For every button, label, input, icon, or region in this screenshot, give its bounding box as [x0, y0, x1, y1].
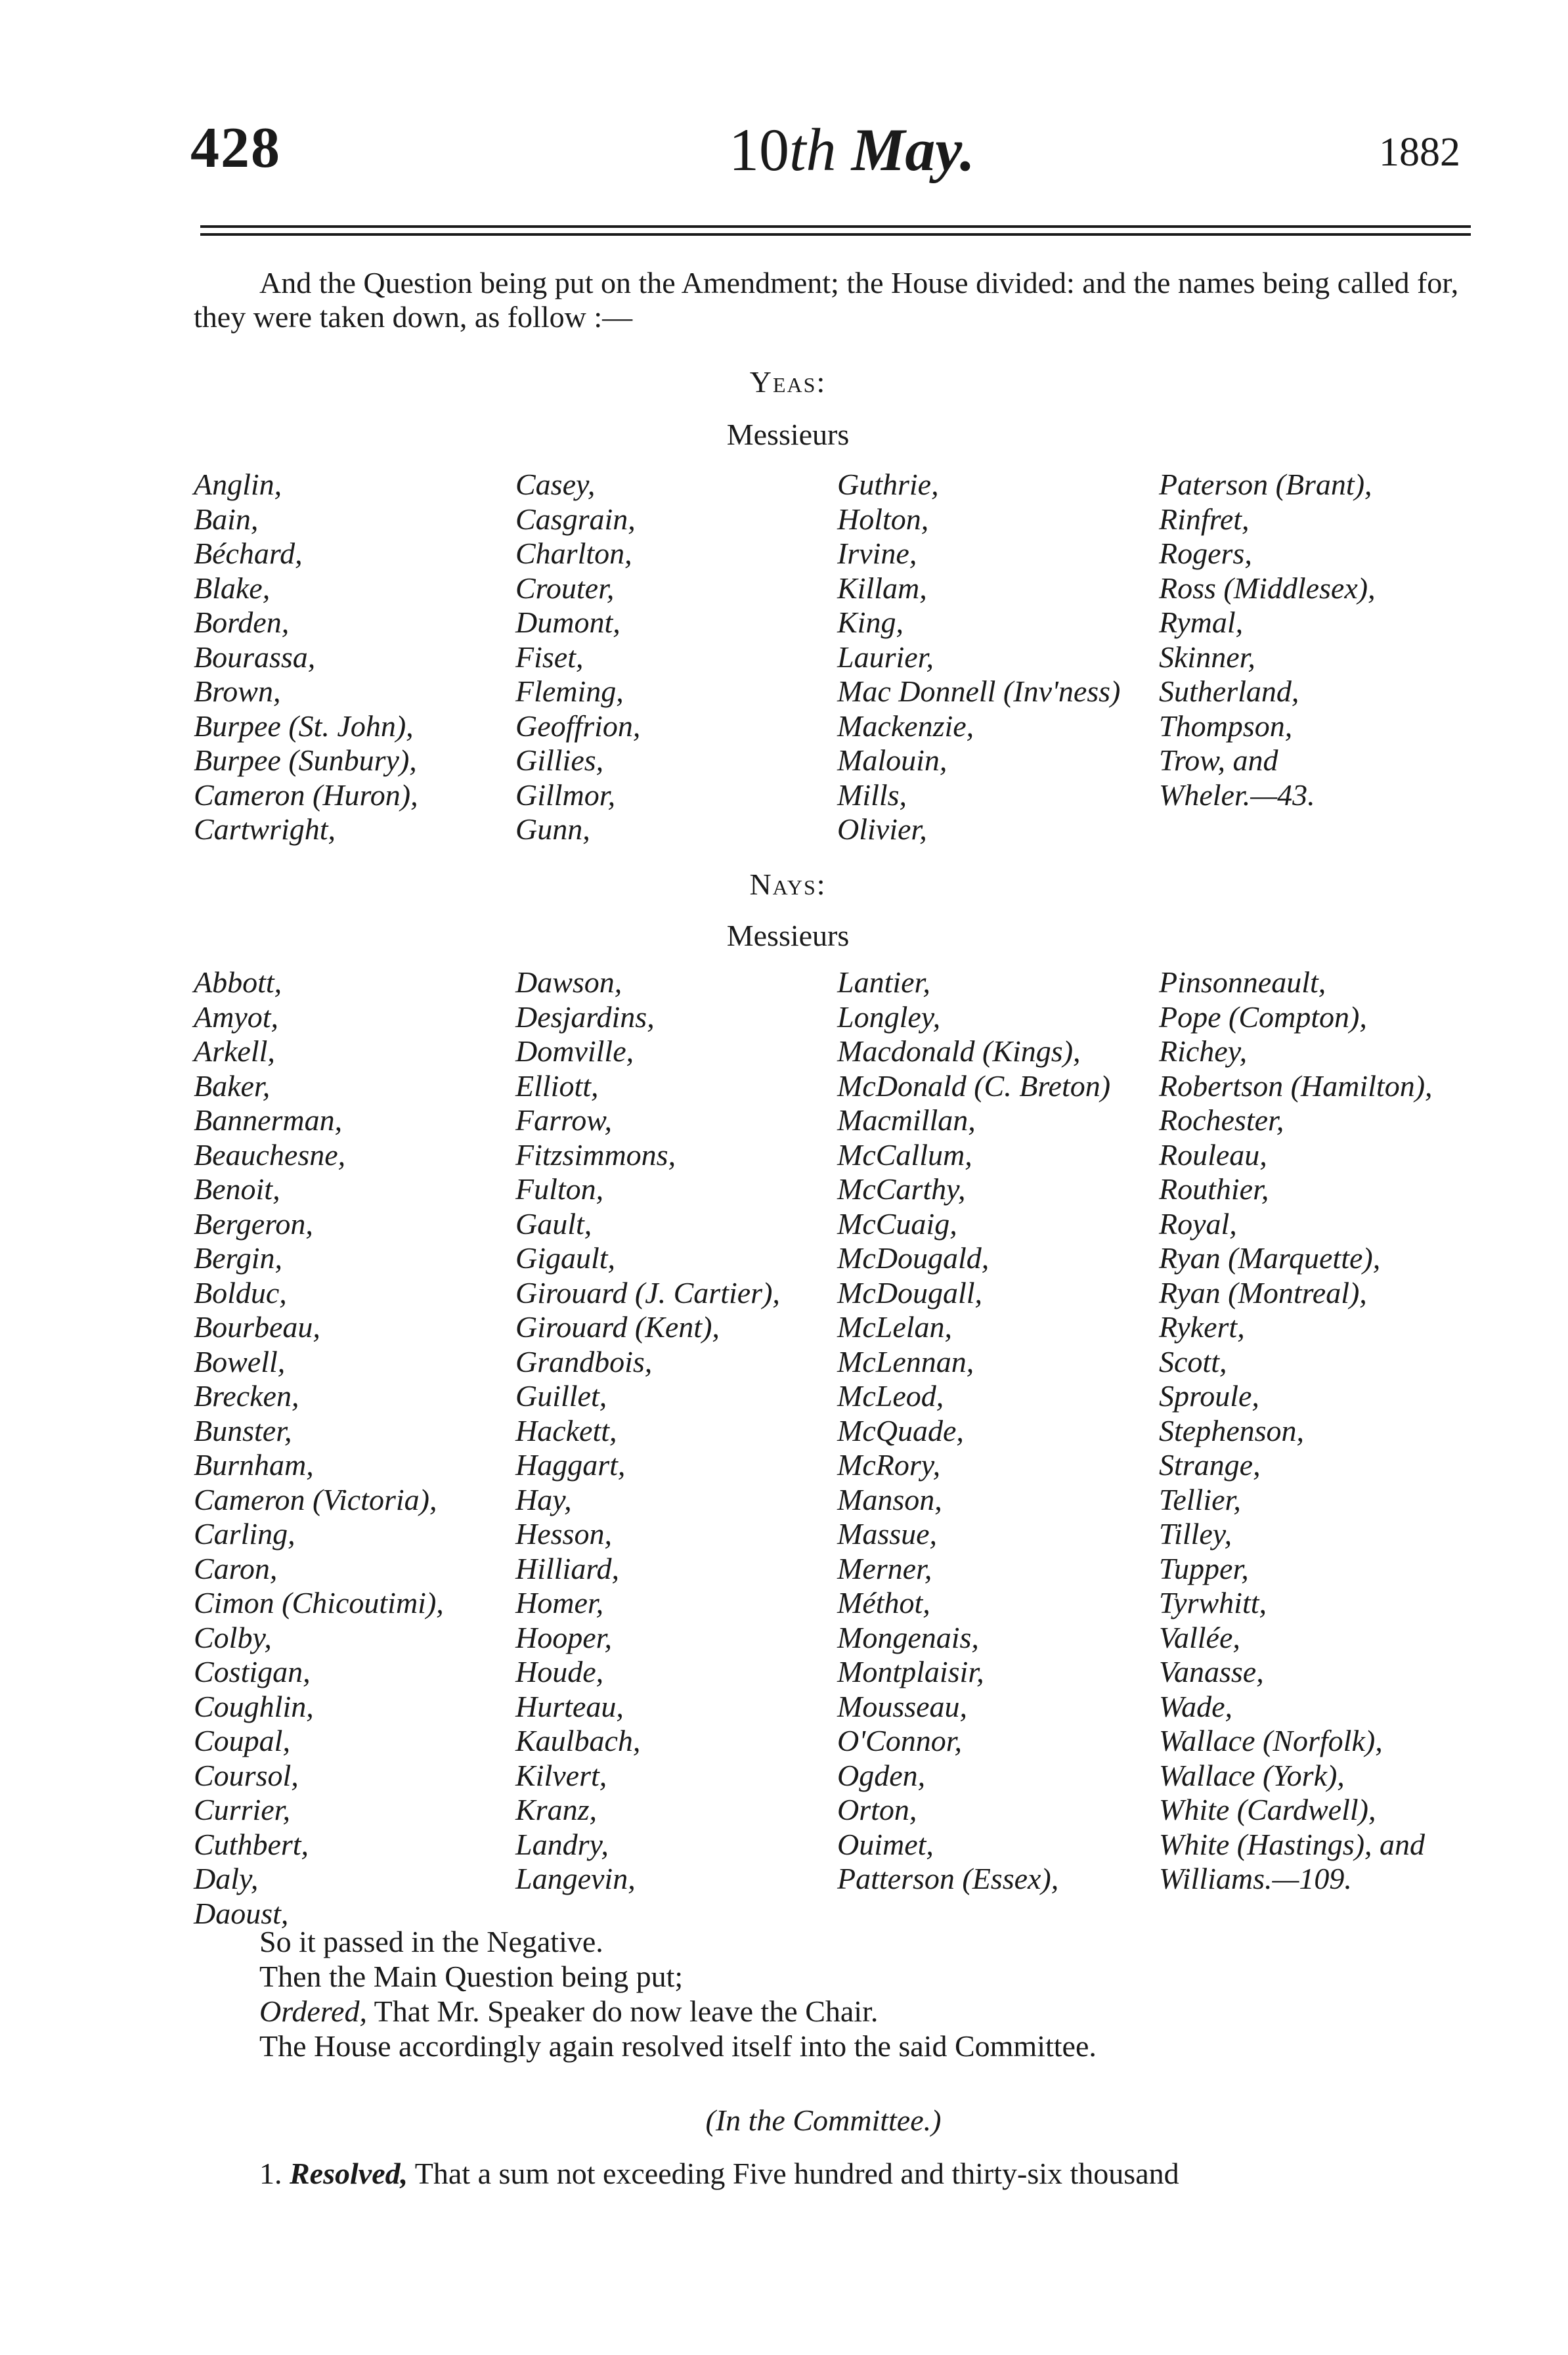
nays-member-name: Sproule,	[1159, 1379, 1259, 1413]
yeas-member-name: Fiset,	[515, 640, 584, 674]
yeas-member-name: Geoffrion,	[515, 709, 641, 743]
nays-member-name: McLelan,	[837, 1310, 953, 1344]
nays-member-name: Hilliard,	[515, 1551, 620, 1585]
date-month: May.	[851, 116, 975, 183]
nays-member-name: Kilvert,	[515, 1758, 607, 1792]
yeas-member-name: Burpee (Sunbury),	[194, 743, 417, 777]
nays-member-name: Rochester,	[1159, 1103, 1284, 1137]
nays-heading: Nays:	[749, 868, 827, 901]
nays-member-name: McDougald,	[837, 1241, 990, 1275]
yeas-column-4	[1159, 468, 1376, 812]
nays-member-name: Desjardins,	[515, 1000, 655, 1034]
nays-member-name: Coughlin,	[194, 1689, 314, 1723]
nays-column-3	[837, 965, 1110, 1897]
nays-member-name: Girouard (Kent),	[515, 1310, 720, 1344]
nays-member-name: Lantier,	[837, 965, 930, 999]
nays-member-name: Hesson,	[515, 1517, 612, 1551]
nays-member-name: Landry,	[515, 1827, 609, 1861]
yeas-member-name: Mills,	[837, 778, 907, 812]
yeas-member-name: Cameron (Huron),	[194, 778, 418, 812]
nays-member-name: Fitzsimmons,	[515, 1137, 676, 1172]
nays-member-name: Homer,	[515, 1586, 604, 1619]
ordered-line	[259, 1994, 878, 2029]
resolution-number: 1.	[259, 2157, 282, 2190]
nays-member-name: Ryan (Montreal),	[1159, 1275, 1367, 1310]
nays-member-name: Ogden,	[837, 1758, 926, 1792]
yeas-member-name: Cartwright,	[194, 812, 336, 846]
nays-member-name: Colby,	[194, 1620, 272, 1654]
resolved-house-line: The House accordingly again resolved itself into the said Committee.	[259, 2029, 1097, 2063]
nays-member-name: Hay,	[515, 1482, 572, 1516]
page-year: 1882	[1379, 130, 1460, 175]
nays-member-name: Houde,	[515, 1655, 604, 1688]
yeas-subheading: Messieurs	[726, 418, 850, 451]
nays-member-name: White (Hastings), and	[1159, 1827, 1426, 1861]
yeas-member-name: Sutherland,	[1159, 674, 1299, 708]
nays-member-name: Cimon (Chicoutimi),	[194, 1586, 444, 1619]
nays-member-name: Pinsonneault,	[1159, 965, 1326, 999]
nays-member-name: Abbott,	[194, 965, 282, 999]
yeas-member-name: Gillmor,	[515, 778, 616, 812]
nays-member-name: Baker,	[194, 1068, 271, 1103]
nays-member-name: Massue,	[837, 1517, 938, 1551]
nays-member-name: Hackett,	[515, 1413, 617, 1447]
nays-member-name: McLeod,	[837, 1379, 944, 1413]
nays-member-name: Strange,	[1159, 1448, 1261, 1482]
nays-member-name: Kranz,	[515, 1793, 597, 1826]
nays-member-name: Bourbeau,	[194, 1310, 320, 1344]
nays-member-name: Richey,	[1159, 1034, 1248, 1068]
yeas-member-name: Anglin,	[194, 468, 282, 501]
nays-member-name: Scott,	[1159, 1344, 1227, 1378]
yeas-member-name: Gunn,	[515, 812, 590, 846]
nays-member-name: Burnham,	[194, 1448, 314, 1482]
nays-member-name: Wallace (York),	[1159, 1758, 1345, 1792]
yeas-member-name: Crouter,	[515, 571, 615, 605]
nays-member-name: McDonald (C. Breton)	[837, 1068, 1111, 1103]
yeas-member-name: Trow, and	[1159, 743, 1278, 777]
nays-member-name: McRory,	[837, 1448, 941, 1482]
page-date	[729, 115, 975, 185]
yeas-member-name: Brown,	[194, 674, 281, 708]
nays-member-name: Arkell,	[194, 1034, 275, 1068]
nays-member-name: Kaulbach,	[515, 1724, 641, 1757]
yeas-column-2	[515, 468, 640, 847]
yeas-member-name: Olivier,	[837, 812, 927, 846]
nays-member-name: Tilley,	[1159, 1517, 1232, 1551]
nays-member-name: Daly,	[194, 1862, 259, 1895]
nays-member-name: Tellier,	[1159, 1482, 1241, 1516]
nays-member-name: Cameron (Victoria),	[194, 1482, 437, 1516]
nays-member-name: Girouard (J. Cartier),	[515, 1275, 780, 1310]
nays-member-name: Beauchesne,	[194, 1137, 346, 1172]
nays-member-name: Bunster,	[194, 1413, 292, 1447]
yeas-member-name: Borden,	[194, 605, 290, 639]
date-day: 10	[729, 116, 789, 183]
resolved-label: Resolved,	[290, 2157, 408, 2190]
nays-member-name: Costigan,	[194, 1655, 311, 1688]
yeas-member-name: Casey,	[515, 468, 596, 501]
nays-member-name: McDougall,	[837, 1275, 983, 1310]
nays-member-name: Wallace (Norfolk),	[1159, 1724, 1383, 1757]
nays-member-name: Tyrwhitt,	[1159, 1586, 1267, 1619]
nays-member-name: Hooper,	[515, 1620, 612, 1654]
nays-member-name: Grandbois,	[515, 1344, 653, 1378]
nays-member-name: Carling,	[194, 1517, 295, 1551]
yeas-member-name: Charlton,	[515, 537, 632, 570]
nays-member-name: Coupal,	[194, 1724, 290, 1757]
yeas-member-name: Skinner,	[1159, 640, 1255, 674]
yeas-member-name: Thompson,	[1159, 709, 1293, 743]
yeas-heading: Yeas:	[749, 365, 827, 399]
nays-member-name: Fulton,	[515, 1172, 604, 1206]
yeas-member-name: Holton,	[837, 502, 929, 536]
yeas-member-name: Bain,	[194, 502, 259, 536]
yeas-member-name: Mackenzie,	[837, 709, 974, 743]
main-question-line: Then the Main Question being put;	[259, 1960, 684, 1993]
ordered-text: That Mr. Speaker do now leave the Chair.	[366, 1994, 879, 2028]
resolution-line	[259, 2156, 1179, 2191]
nays-member-name: Haggart,	[515, 1448, 626, 1482]
yeas-column-3	[837, 468, 1120, 847]
nays-member-name: Gault,	[515, 1206, 592, 1241]
yeas-member-name: Laurier,	[837, 640, 934, 674]
nays-member-name: Vallée,	[1159, 1620, 1240, 1654]
yeas-member-name: Dumont,	[515, 605, 621, 639]
yeas-member-name: Irvine,	[837, 537, 917, 570]
nays-member-name: Ryan (Marquette),	[1159, 1241, 1381, 1275]
date-ordinal: th	[789, 116, 837, 183]
yeas-member-name: Gillies,	[515, 743, 604, 777]
nays-member-name: Royal,	[1159, 1206, 1237, 1241]
nays-member-name: Bergeron,	[194, 1206, 313, 1241]
yeas-member-name: Ross (Middlesex),	[1159, 571, 1376, 605]
yeas-member-name: Mac Donnell (Inv'ness)	[837, 674, 1121, 708]
header-rule-bottom	[200, 233, 1471, 236]
nays-member-name: Daoust,	[194, 1896, 289, 1930]
nays-member-name: Pope (Compton),	[1159, 1000, 1367, 1034]
nays-member-name: Hurteau,	[515, 1689, 624, 1723]
nays-member-name: Patterson (Essex),	[837, 1862, 1059, 1895]
nays-member-name: Farrow,	[515, 1103, 612, 1137]
nays-member-name: Dawson,	[515, 965, 622, 999]
nays-column-1	[194, 965, 444, 1931]
nays-member-name: Rouleau,	[1159, 1137, 1267, 1172]
nays-member-name: Benoit,	[194, 1172, 280, 1206]
nays-member-name: McCuaig,	[837, 1206, 957, 1241]
nays-member-name: Longley,	[837, 1000, 941, 1034]
nays-member-name: Routhier,	[1159, 1172, 1269, 1206]
nays-member-name: Rykert,	[1159, 1310, 1245, 1344]
nays-member-name: Orton,	[837, 1793, 917, 1826]
nays-member-name: Langevin,	[515, 1862, 636, 1895]
nays-member-name: White (Cardwell),	[1159, 1793, 1376, 1826]
yeas-member-name: Béchard,	[194, 537, 303, 570]
nays-member-name: McLennan,	[837, 1344, 974, 1378]
nays-member-name: Vanasse,	[1159, 1655, 1264, 1688]
nays-member-name: Bannerman,	[194, 1103, 343, 1137]
nays-member-name: Amyot,	[194, 1000, 279, 1034]
division-intro: And the Question being put on the Amendment; the House divided: and the names being called for, they were taken down, as follow :—	[194, 266, 1459, 334]
yeas-member-name: Rinfret,	[1159, 502, 1250, 536]
nays-member-name: McCarthy,	[837, 1172, 966, 1206]
page-header	[0, 115, 1568, 200]
yeas-member-name: Burpee (St. John),	[194, 709, 414, 743]
nays-member-name: Bergin,	[194, 1241, 282, 1275]
yeas-member-name: Fleming,	[515, 674, 624, 708]
yeas-member-name: Rymal,	[1159, 605, 1244, 639]
nays-member-name: Mongenais,	[837, 1620, 979, 1654]
nays-member-name: Ouimet,	[837, 1827, 934, 1861]
yeas-column-1	[194, 468, 418, 847]
nays-member-name: Méthot,	[837, 1586, 930, 1619]
nays-member-name: Macmillan,	[837, 1103, 976, 1137]
page-number: 428	[190, 116, 281, 180]
nays-subheading: Messieurs	[726, 919, 850, 952]
nays-member-name: Tupper,	[1159, 1551, 1249, 1585]
nays-member-name: McQuade,	[837, 1413, 964, 1447]
nays-member-name: Stephenson,	[1159, 1413, 1305, 1447]
nays-member-name: McCallum,	[837, 1137, 972, 1172]
yeas-member-name: Casgrain,	[515, 502, 636, 536]
nays-member-name: Domville,	[515, 1034, 634, 1068]
yeas-member-name: Killam,	[837, 571, 927, 605]
resolution-text: That a sum not exceeding Five hundred and thirty-six thousand	[408, 2157, 1179, 2190]
nays-member-name: Elliott,	[515, 1068, 599, 1103]
nays-member-name: Mousseau,	[837, 1689, 968, 1723]
nays-member-name: Williams.—109.	[1159, 1862, 1352, 1895]
nays-member-name: Guillet,	[515, 1379, 607, 1413]
nays-member-name: Cuthbert,	[194, 1827, 309, 1861]
ordered-label: Ordered,	[259, 1994, 367, 2028]
yeas-member-name: Blake,	[194, 571, 271, 605]
nays-member-name: Caron,	[194, 1551, 278, 1585]
yeas-member-name: Guthrie,	[837, 468, 939, 501]
yeas-member-name: Paterson (Brant),	[1159, 468, 1372, 501]
yeas-member-name: Wheler.—43.	[1159, 778, 1315, 812]
nays-member-name: Gigault,	[515, 1241, 616, 1275]
nays-member-name: Wade,	[1159, 1689, 1233, 1723]
nays-member-name: O'Connor,	[837, 1724, 963, 1757]
nays-member-name: Coursol,	[194, 1758, 299, 1792]
yeas-member-name: King,	[837, 605, 904, 639]
nays-member-name: Bowell,	[194, 1344, 286, 1378]
header-rule-top	[200, 225, 1471, 228]
nays-member-name: Montplaisir,	[837, 1655, 984, 1688]
nays-member-name: Bolduc,	[194, 1275, 287, 1310]
negative-line: So it passed in the Negative.	[259, 1925, 603, 1958]
nays-member-name: Macdonald (Kings),	[837, 1034, 1081, 1068]
yeas-member-name: Rogers,	[1159, 537, 1252, 570]
yeas-member-name: Malouin,	[837, 743, 947, 777]
nays-column-2	[515, 965, 780, 1897]
nays-member-name: Currier,	[194, 1793, 290, 1826]
nays-member-name: Robertson (Hamilton),	[1159, 1068, 1433, 1103]
yeas-member-name: Bourassa,	[194, 640, 316, 674]
nays-member-name: Merner,	[837, 1551, 932, 1585]
nays-column-4	[1159, 965, 1433, 1897]
nays-member-name: Manson,	[837, 1482, 942, 1516]
committee-heading: (In the Committee.)	[705, 2103, 942, 2137]
nays-member-name: Brecken,	[194, 1379, 299, 1413]
